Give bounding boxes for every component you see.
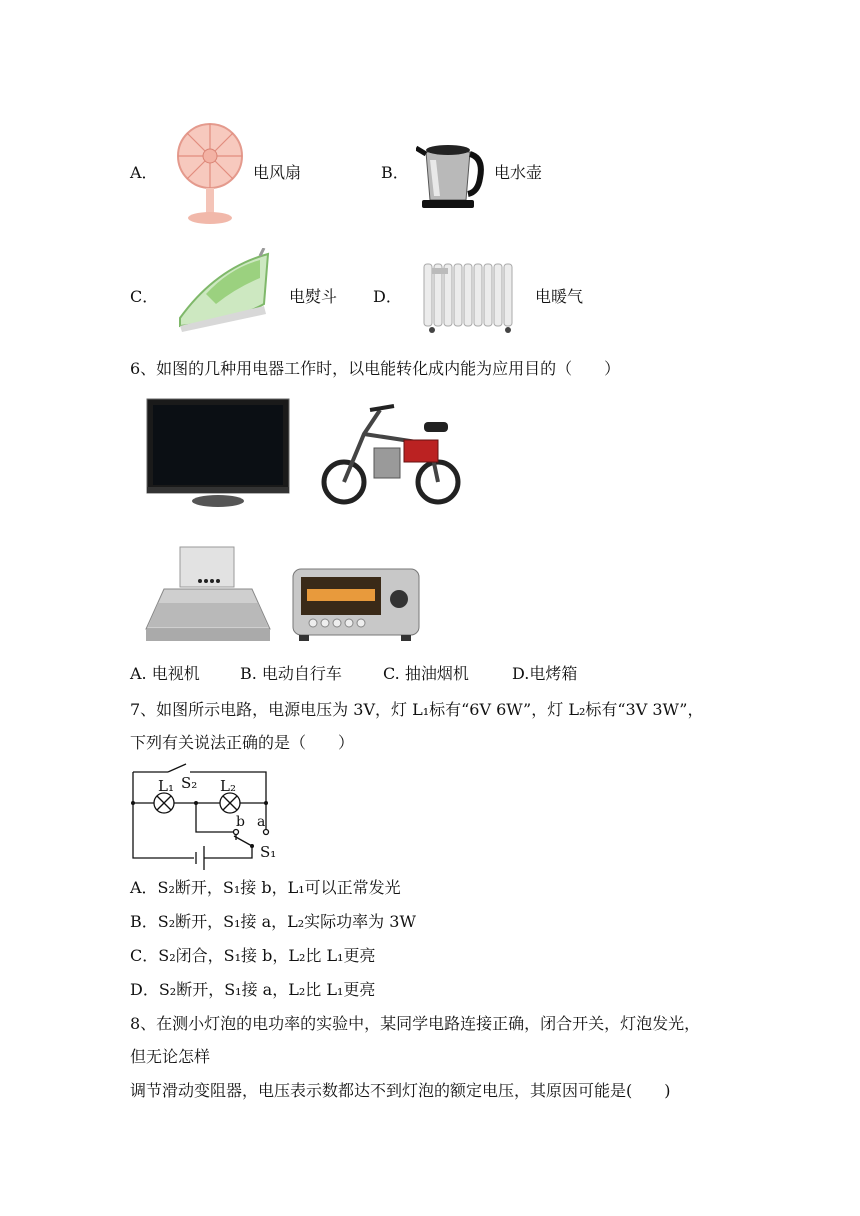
q7-option-c: C．S₂闭合，S₁接 b，L₂比 L₁更亮 <box>130 946 376 965</box>
option-b-label: 电水壶 <box>494 163 543 182</box>
q6-option-d: D.电烤箱 <box>512 664 578 683</box>
q7-option-b: B．S₂断开，S₁接 a，L₂实际功率为 3W <box>130 912 416 931</box>
iron-icon <box>176 248 272 332</box>
toaster-oven-icon <box>289 565 423 645</box>
heater-icon <box>418 258 522 334</box>
option-c-letter: C． <box>130 287 159 306</box>
q6-option-a: A. 电视机 <box>130 664 200 683</box>
option-a-letter: A． <box>130 163 158 182</box>
switch-s2-blade <box>168 764 186 772</box>
electric-bike-icon <box>320 404 464 508</box>
q7-option-a: A．S₂断开，S₁接 b，L₁可以正常发光 <box>130 878 401 897</box>
q8-line1: 8、在测小灯泡的电功率的实验中，某同学电路连接正确，闭合开关，灯泡发光， <box>130 1014 701 1033</box>
q6-option-c: C. 抽油烟机 <box>383 664 469 683</box>
range-hood-icon <box>144 545 272 645</box>
circuit-label-s2: S₂ <box>181 774 198 792</box>
q6-option-b: B. 电动自行车 <box>240 664 342 683</box>
circuit-label-b: b <box>236 814 245 830</box>
q8-line2: 但无论怎样 <box>130 1047 211 1066</box>
q8-line3: 调节滑动变阻器，电压表示数都达不到灯泡的额定电压，其原因可能是( ) <box>130 1081 671 1100</box>
q7-option-d: D．S₂断开，S₁接 a，L₂比 L₁更亮 <box>130 980 376 999</box>
option-a-label: 电风扇 <box>253 163 302 182</box>
option-b-letter: B． <box>381 163 409 182</box>
tv-icon <box>145 397 291 509</box>
q7-stem-line1: 7、如图所示电路，电源电压为 3V，灯 L₁标有“6V 6W”，灯 L₂标有“3V 3W”， <box>130 700 704 719</box>
option-c-label: 电熨斗 <box>289 287 338 306</box>
option-d-label: 电暖气 <box>535 287 584 306</box>
circuit-label-s1: S₁ <box>260 843 277 861</box>
circuit-label-l2: L₂ <box>220 777 236 795</box>
circuit-label-a: a <box>257 814 266 830</box>
fan-icon <box>174 118 246 228</box>
circuit-label-l1: L₁ <box>158 777 174 795</box>
q6-stem: 6、如图的几种用电器工作时，以电能转化成内能为应用目的（ ） <box>130 359 621 378</box>
option-d-letter: D． <box>373 287 402 306</box>
kettle-icon <box>416 134 484 210</box>
q7-stem-line2: 下列有关说法正确的是（ ） <box>130 733 355 752</box>
